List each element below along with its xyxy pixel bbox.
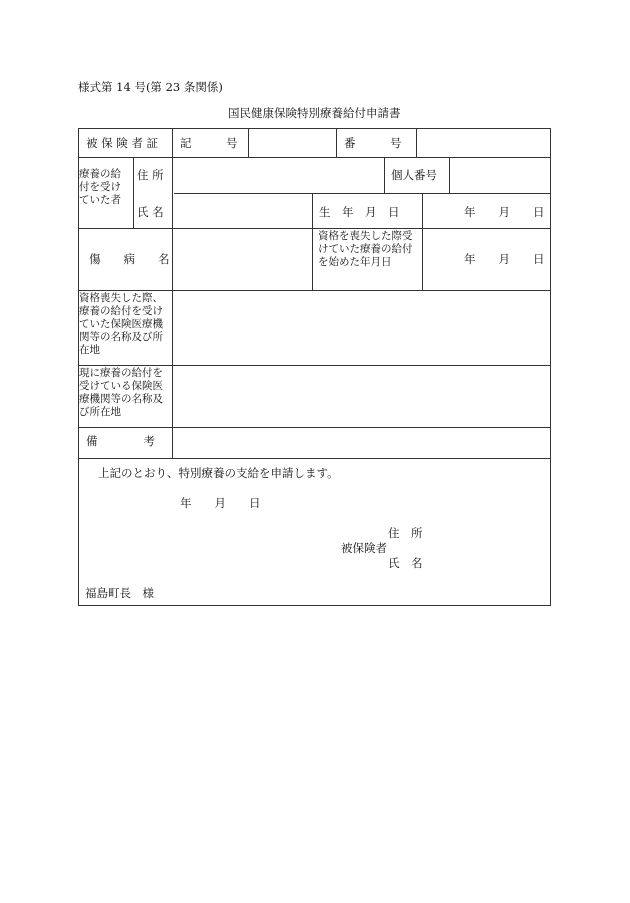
recipient-group-label: 療養の給付を受けていた者 (79, 168, 121, 206)
name-field[interactable] (173, 195, 309, 227)
address-label: 住 所 (137, 168, 164, 182)
applicant-name-label: 氏 名 (388, 556, 423, 570)
birthdate-value[interactable]: 年 月 日 (464, 205, 545, 219)
bango-label: 番 号 (344, 136, 402, 150)
form-title: 国民健康保険特別療養給付申請書 (228, 106, 401, 120)
addressee: 福島町長 様 (85, 586, 154, 600)
curr-institution-field[interactable] (173, 367, 549, 425)
declaration-text: 上記のとおり、特別療養の支給を申請します。 (98, 466, 339, 480)
remarks-field[interactable] (173, 428, 549, 456)
individual-number-label: 個人番号 (391, 168, 437, 182)
disease-field[interactable] (173, 231, 309, 287)
applicant-address-label: 住 所 (388, 526, 423, 540)
bango-field[interactable] (417, 131, 549, 153)
prev-institution-field[interactable] (173, 292, 549, 362)
kigo-field[interactable] (249, 131, 335, 153)
curr-institution-label: 現に療養の給付を受けている保険医療機関等の名称及び所在地 (79, 367, 163, 418)
individual-number-field[interactable] (451, 159, 549, 191)
date-line[interactable]: 年 月 日 (180, 496, 261, 510)
remarks-label: 備 考 (86, 434, 155, 448)
birthdate-label: 生 年 月 日 (319, 205, 400, 219)
kigo-label: 記 号 (180, 136, 238, 150)
treatment-start-value[interactable]: 年 月 日 (464, 252, 545, 266)
insured-card-label: 被 保 険 者 証 (86, 136, 159, 150)
address-field[interactable] (173, 159, 383, 191)
treatment-start-label: 資格を喪失した際受けていた療養の給付を始めた年月日 (318, 230, 413, 268)
applicant-role-label: 被保険者 (341, 541, 387, 555)
prev-institution-label: 資格喪失した際、療養の給付を受けていた保険医療機関等の名称及び所在地 (79, 292, 163, 356)
name-label: 氏 名 (137, 205, 164, 219)
disease-label: 傷 病 名 (89, 252, 170, 266)
form-number: 様式第 14 号(第 23 条関係) (78, 80, 223, 94)
